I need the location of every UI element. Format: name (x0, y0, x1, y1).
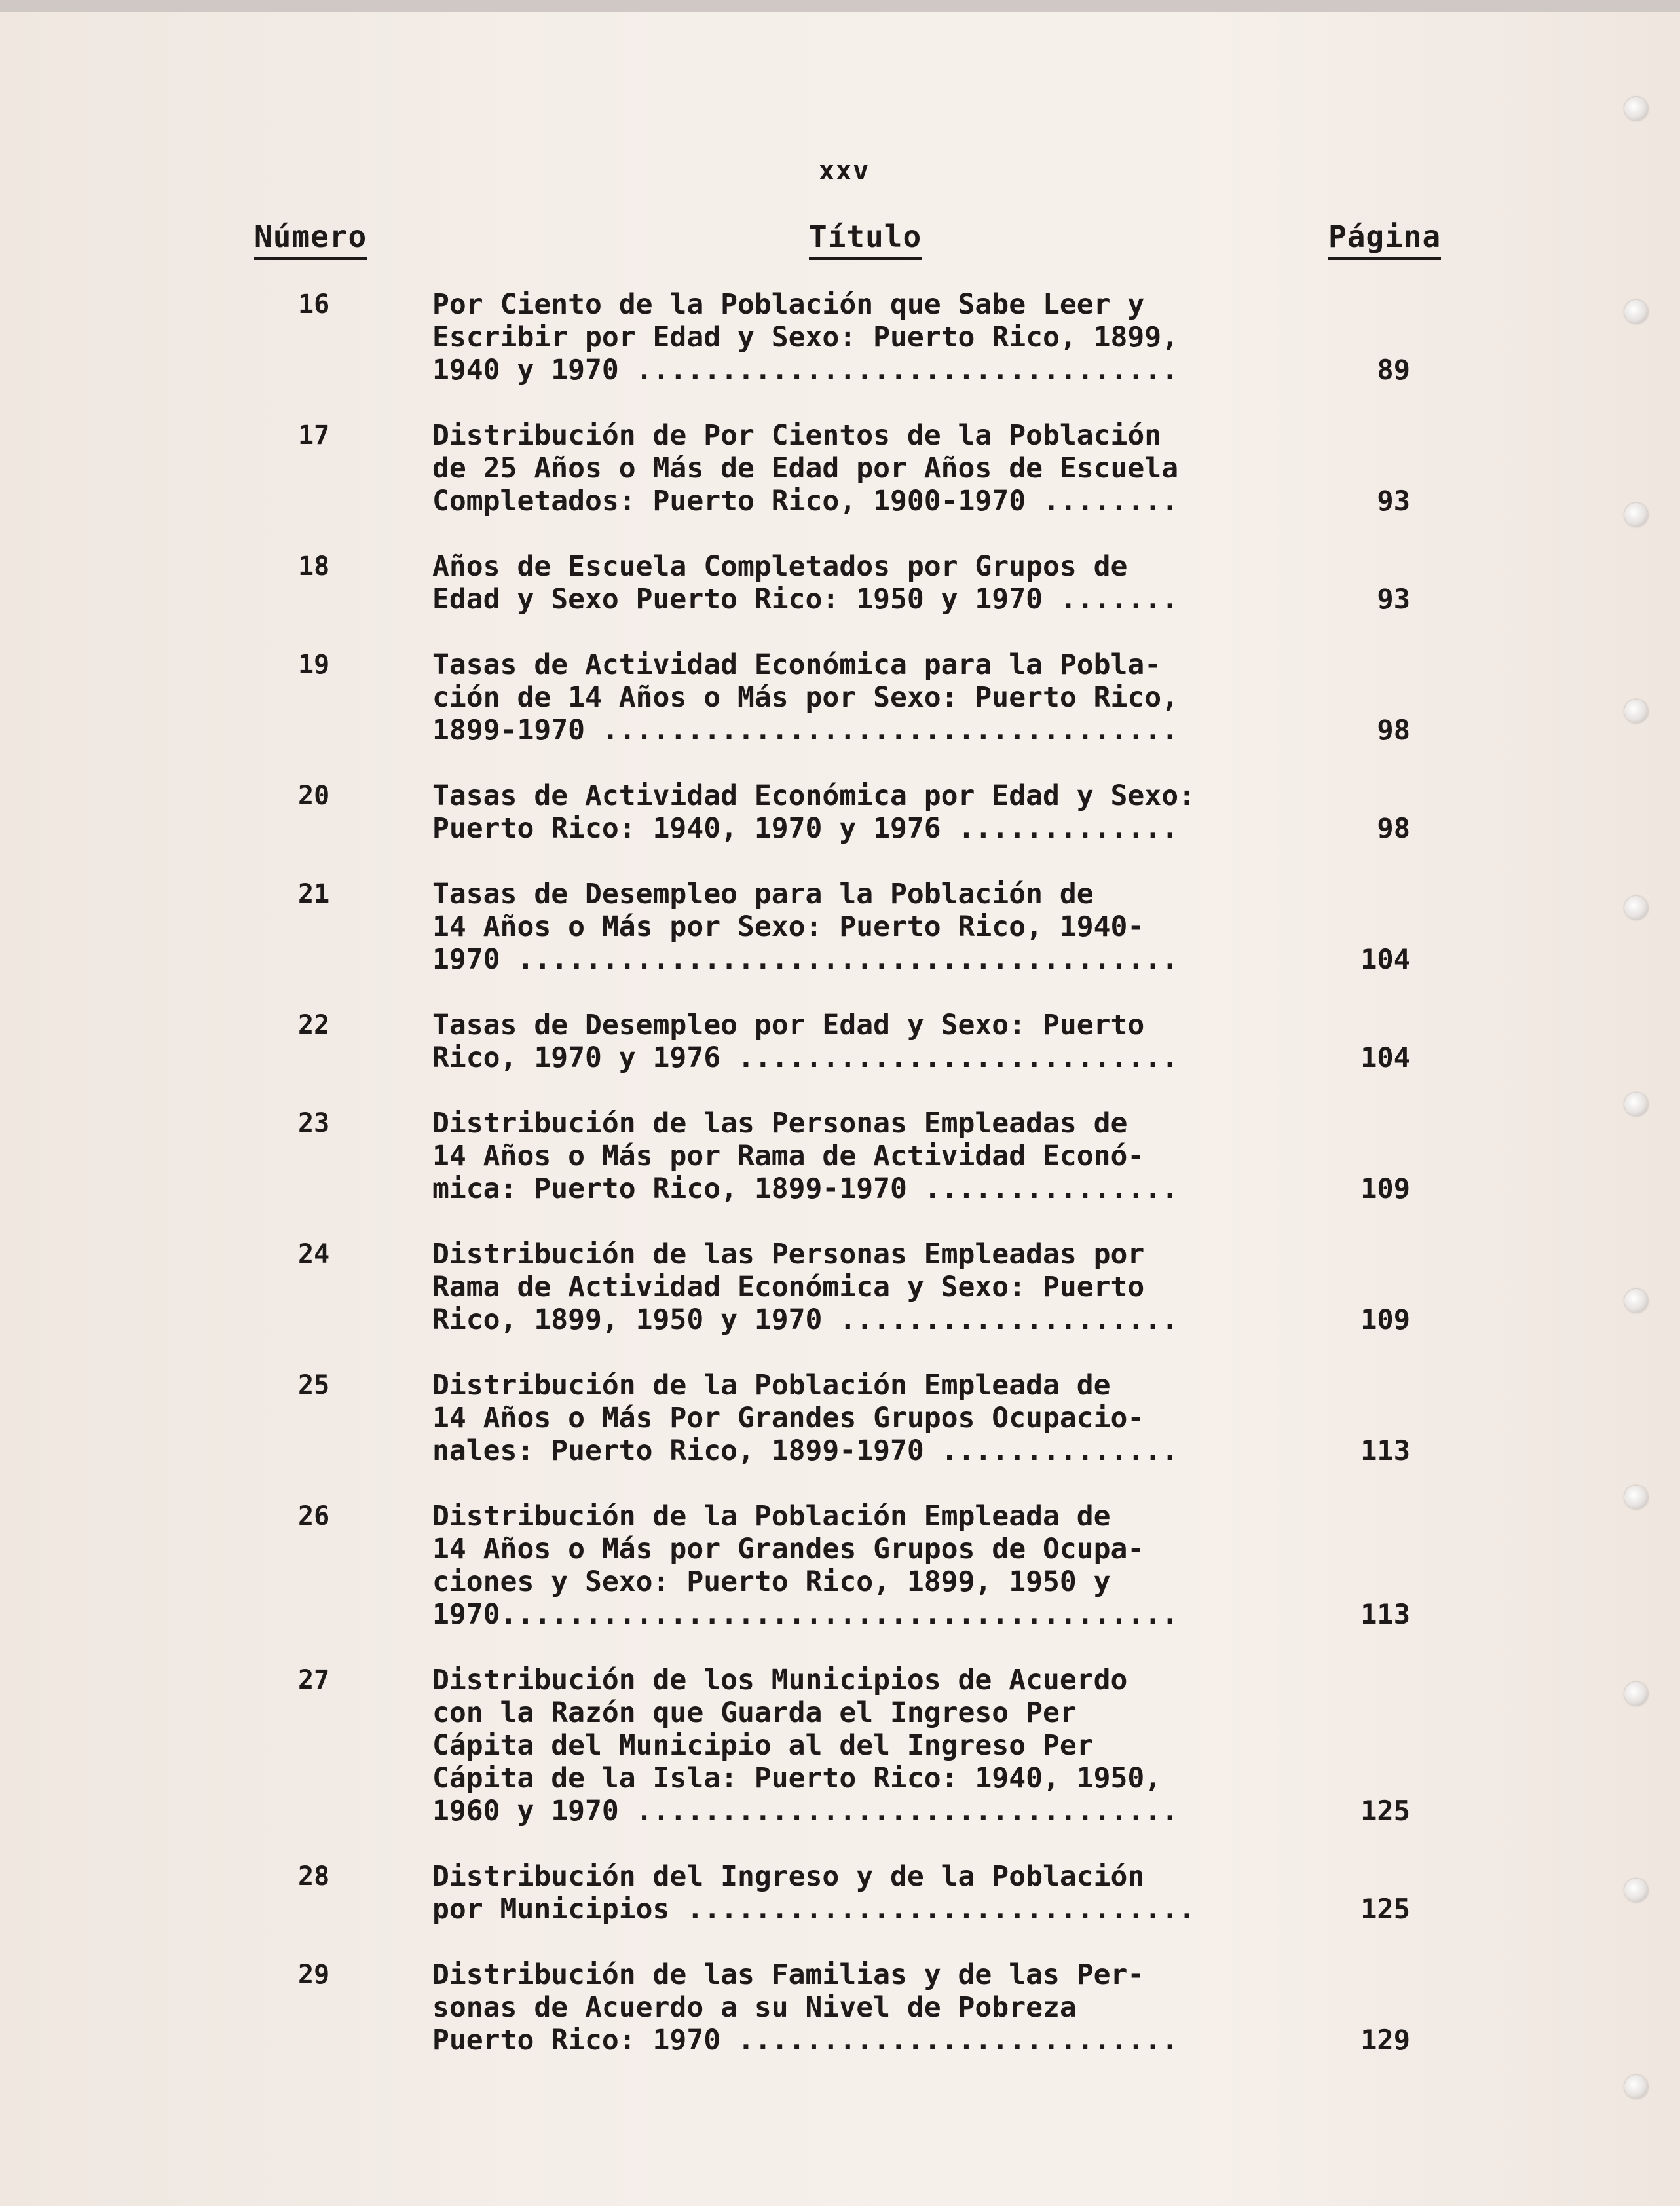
entry-title (432, 1009, 1178, 1074)
entry-number: 17 (298, 421, 330, 451)
entry-title-line: 14 Años o Más por Rama de Actividad Econó- (432, 1140, 1145, 1172)
column-header-numero: Número (254, 216, 367, 260)
entry-number: 25 (298, 1370, 330, 1400)
entry-page-number: 109 (1360, 1172, 1410, 1205)
entry-page-number: 104 (1360, 943, 1410, 975)
entry-number: 19 (298, 650, 330, 680)
entry-number: 18 (298, 552, 330, 582)
entry-title-line: 14 Años o Más por Sexo: Puerto Rico, 1940- (432, 910, 1145, 943)
entry-page-number: 113 (1360, 1598, 1410, 1630)
entry-title-line: ción de 14 Años o Más por Sexo: Puerto Rico, (432, 681, 1179, 714)
entry-page-number: 104 (1360, 1041, 1410, 1074)
entry-title-line: Distribución de Por Cientos de la Población (432, 419, 1162, 452)
entry-title-line: Edad y Sexo Puerto Rico: 1950 y 1970 ....... (432, 583, 1179, 616)
entry-number: 24 (298, 1239, 330, 1269)
entry-title-line: Distribución de los Municipios de Acuerdo (432, 1664, 1128, 1696)
entry-title-line: Puerto Rico: 1970 .......................... (432, 2024, 1179, 2057)
entry-title-line: Distribución de la Población Empleada de (432, 1500, 1111, 1533)
entry-number: 28 (298, 1861, 330, 1892)
entry-title (432, 1500, 1178, 1631)
entry-title-line: Cápita del Municipio al del Ingreso Per (432, 1729, 1094, 1762)
entry-title-line: Rama de Actividad Económica y Sexo: Puerto (432, 1271, 1145, 1303)
entry-title (432, 779, 1195, 845)
binder-hole (1624, 503, 1648, 527)
entry-page-number: 109 (1360, 1303, 1410, 1336)
entry-page-number: 98 (1377, 812, 1410, 844)
entry-page-number: 125 (1360, 1893, 1410, 1925)
entry-number: 20 (298, 781, 330, 811)
entry-title-line: 1970 ....................................... (432, 943, 1179, 976)
entry-title-line: Cápita de la Isla: Puerto Rico: 1940, 1950, (432, 1762, 1162, 1795)
entry-title-line: por Municipios .............................. (432, 1893, 1195, 1926)
binder-hole (1624, 97, 1648, 121)
entry-title (432, 1860, 1195, 1926)
entry-title-line: Años de Escuela Completados por Grupos de (432, 550, 1128, 583)
entry-number: 23 (298, 1108, 330, 1138)
entry-title-line: Distribución del Ingreso y de la Población (432, 1860, 1145, 1893)
entry-title-line: Tasas de Desempleo para la Población de (432, 878, 1094, 910)
page-number: xxv (819, 156, 870, 186)
entry-title (432, 550, 1178, 616)
entry-page-number: 93 (1377, 583, 1410, 615)
entry-page-number: 98 (1377, 714, 1410, 746)
entry-title-line: Puerto Rico: 1940, 1970 y 1976 ............. (432, 812, 1179, 845)
entry-title-line: de 25 Años o Más de Edad por Años de Escuela (432, 452, 1179, 485)
binder-hole (1624, 1682, 1648, 1706)
entry-title (432, 1107, 1178, 1205)
entry-title-line: nales: Puerto Rico, 1899-1970 .............. (432, 1434, 1179, 1467)
entry-title-line: Escribir por Edad y Sexo: Puerto Rico, 1899, (432, 321, 1179, 354)
entry-title-line: Distribución de las Familias y de las Per- (432, 1958, 1145, 1991)
entry-number: 21 (298, 879, 330, 909)
entry-title-line: con la Razón que Guarda el Ingreso Per (432, 1696, 1077, 1729)
entry-title-line: Distribución de la Población Empleada de (432, 1369, 1111, 1402)
entry-title (432, 1369, 1178, 1467)
binder-hole (1624, 700, 1648, 723)
binder-hole (1624, 2075, 1648, 2099)
entry-number: 27 (298, 1665, 330, 1695)
entry-title-line: 1960 y 1970 ................................ (432, 1795, 1179, 1827)
entry-page-number: 129 (1360, 2024, 1410, 2056)
entry-page-number: 125 (1360, 1795, 1410, 1827)
entry-title-line: ciones y Sexo: Puerto Rico, 1899, 1950 y (432, 1565, 1111, 1598)
binder-hole (1624, 1289, 1648, 1313)
entry-title-line: Rico, 1899, 1950 y 1970 .................... (432, 1303, 1179, 1336)
entry-title-line: 1899-1970 .................................. (432, 714, 1179, 747)
entry-number: 26 (298, 1501, 330, 1531)
column-header-pagina: Página (1328, 216, 1441, 260)
column-header-titulo: Título (809, 216, 922, 260)
entry-number: 22 (298, 1010, 330, 1040)
entry-title-line: Por Ciento de la Población que Sabe Leer y (432, 288, 1145, 321)
entry-page-number: 93 (1377, 485, 1410, 517)
entry-number: 29 (298, 1960, 330, 1990)
entry-title-line: Completados: Puerto Rico, 1900-1970 ........ (432, 485, 1179, 517)
entry-title-line: Distribución de las Personas Empleadas por (432, 1238, 1145, 1271)
entry-title-line: Tasas de Actividad Económica para la Pobla- (432, 648, 1162, 681)
entry-title (432, 1664, 1178, 1827)
entry-title-line: 1970........................................ (432, 1598, 1179, 1631)
entry-title-line: Tasas de Desempleo por Edad y Sexo: Puerto (432, 1009, 1145, 1041)
entry-title (432, 1958, 1178, 2057)
entry-title (432, 878, 1178, 976)
entry-title-line: 14 Años o Más Por Grandes Grupos Ocupacio- (432, 1402, 1145, 1434)
entry-page-number: 89 (1377, 354, 1410, 386)
entry-title (432, 419, 1178, 517)
page-top-edge (0, 0, 1680, 12)
entry-title-line: Distribución de las Personas Empleadas de (432, 1107, 1128, 1140)
binder-hole (1624, 1093, 1648, 1116)
binder-hole (1624, 1879, 1648, 1902)
entry-title-line: sonas de Acuerdo a su Nivel de Pobreza (432, 1991, 1077, 2024)
binder-hole (1624, 300, 1648, 324)
entry-title (432, 288, 1178, 386)
entry-title-line: 1940 y 1970 ................................ (432, 354, 1179, 386)
binder-hole (1624, 896, 1648, 920)
entry-title (432, 648, 1178, 747)
entry-title-line: Rico, 1970 y 1976 .......................... (432, 1041, 1179, 1074)
binder-hole (1624, 1486, 1648, 1509)
entry-page-number: 113 (1360, 1434, 1410, 1467)
entry-title-line: Tasas de Actividad Económica por Edad y Sexo: (432, 779, 1195, 812)
entry-title (432, 1238, 1178, 1336)
entry-title-line: mica: Puerto Rico, 1899-1970 ............... (432, 1172, 1179, 1205)
entry-number: 16 (298, 290, 330, 320)
entry-title-line: 14 Años o Más por Grandes Grupos de Ocupa- (432, 1533, 1145, 1565)
